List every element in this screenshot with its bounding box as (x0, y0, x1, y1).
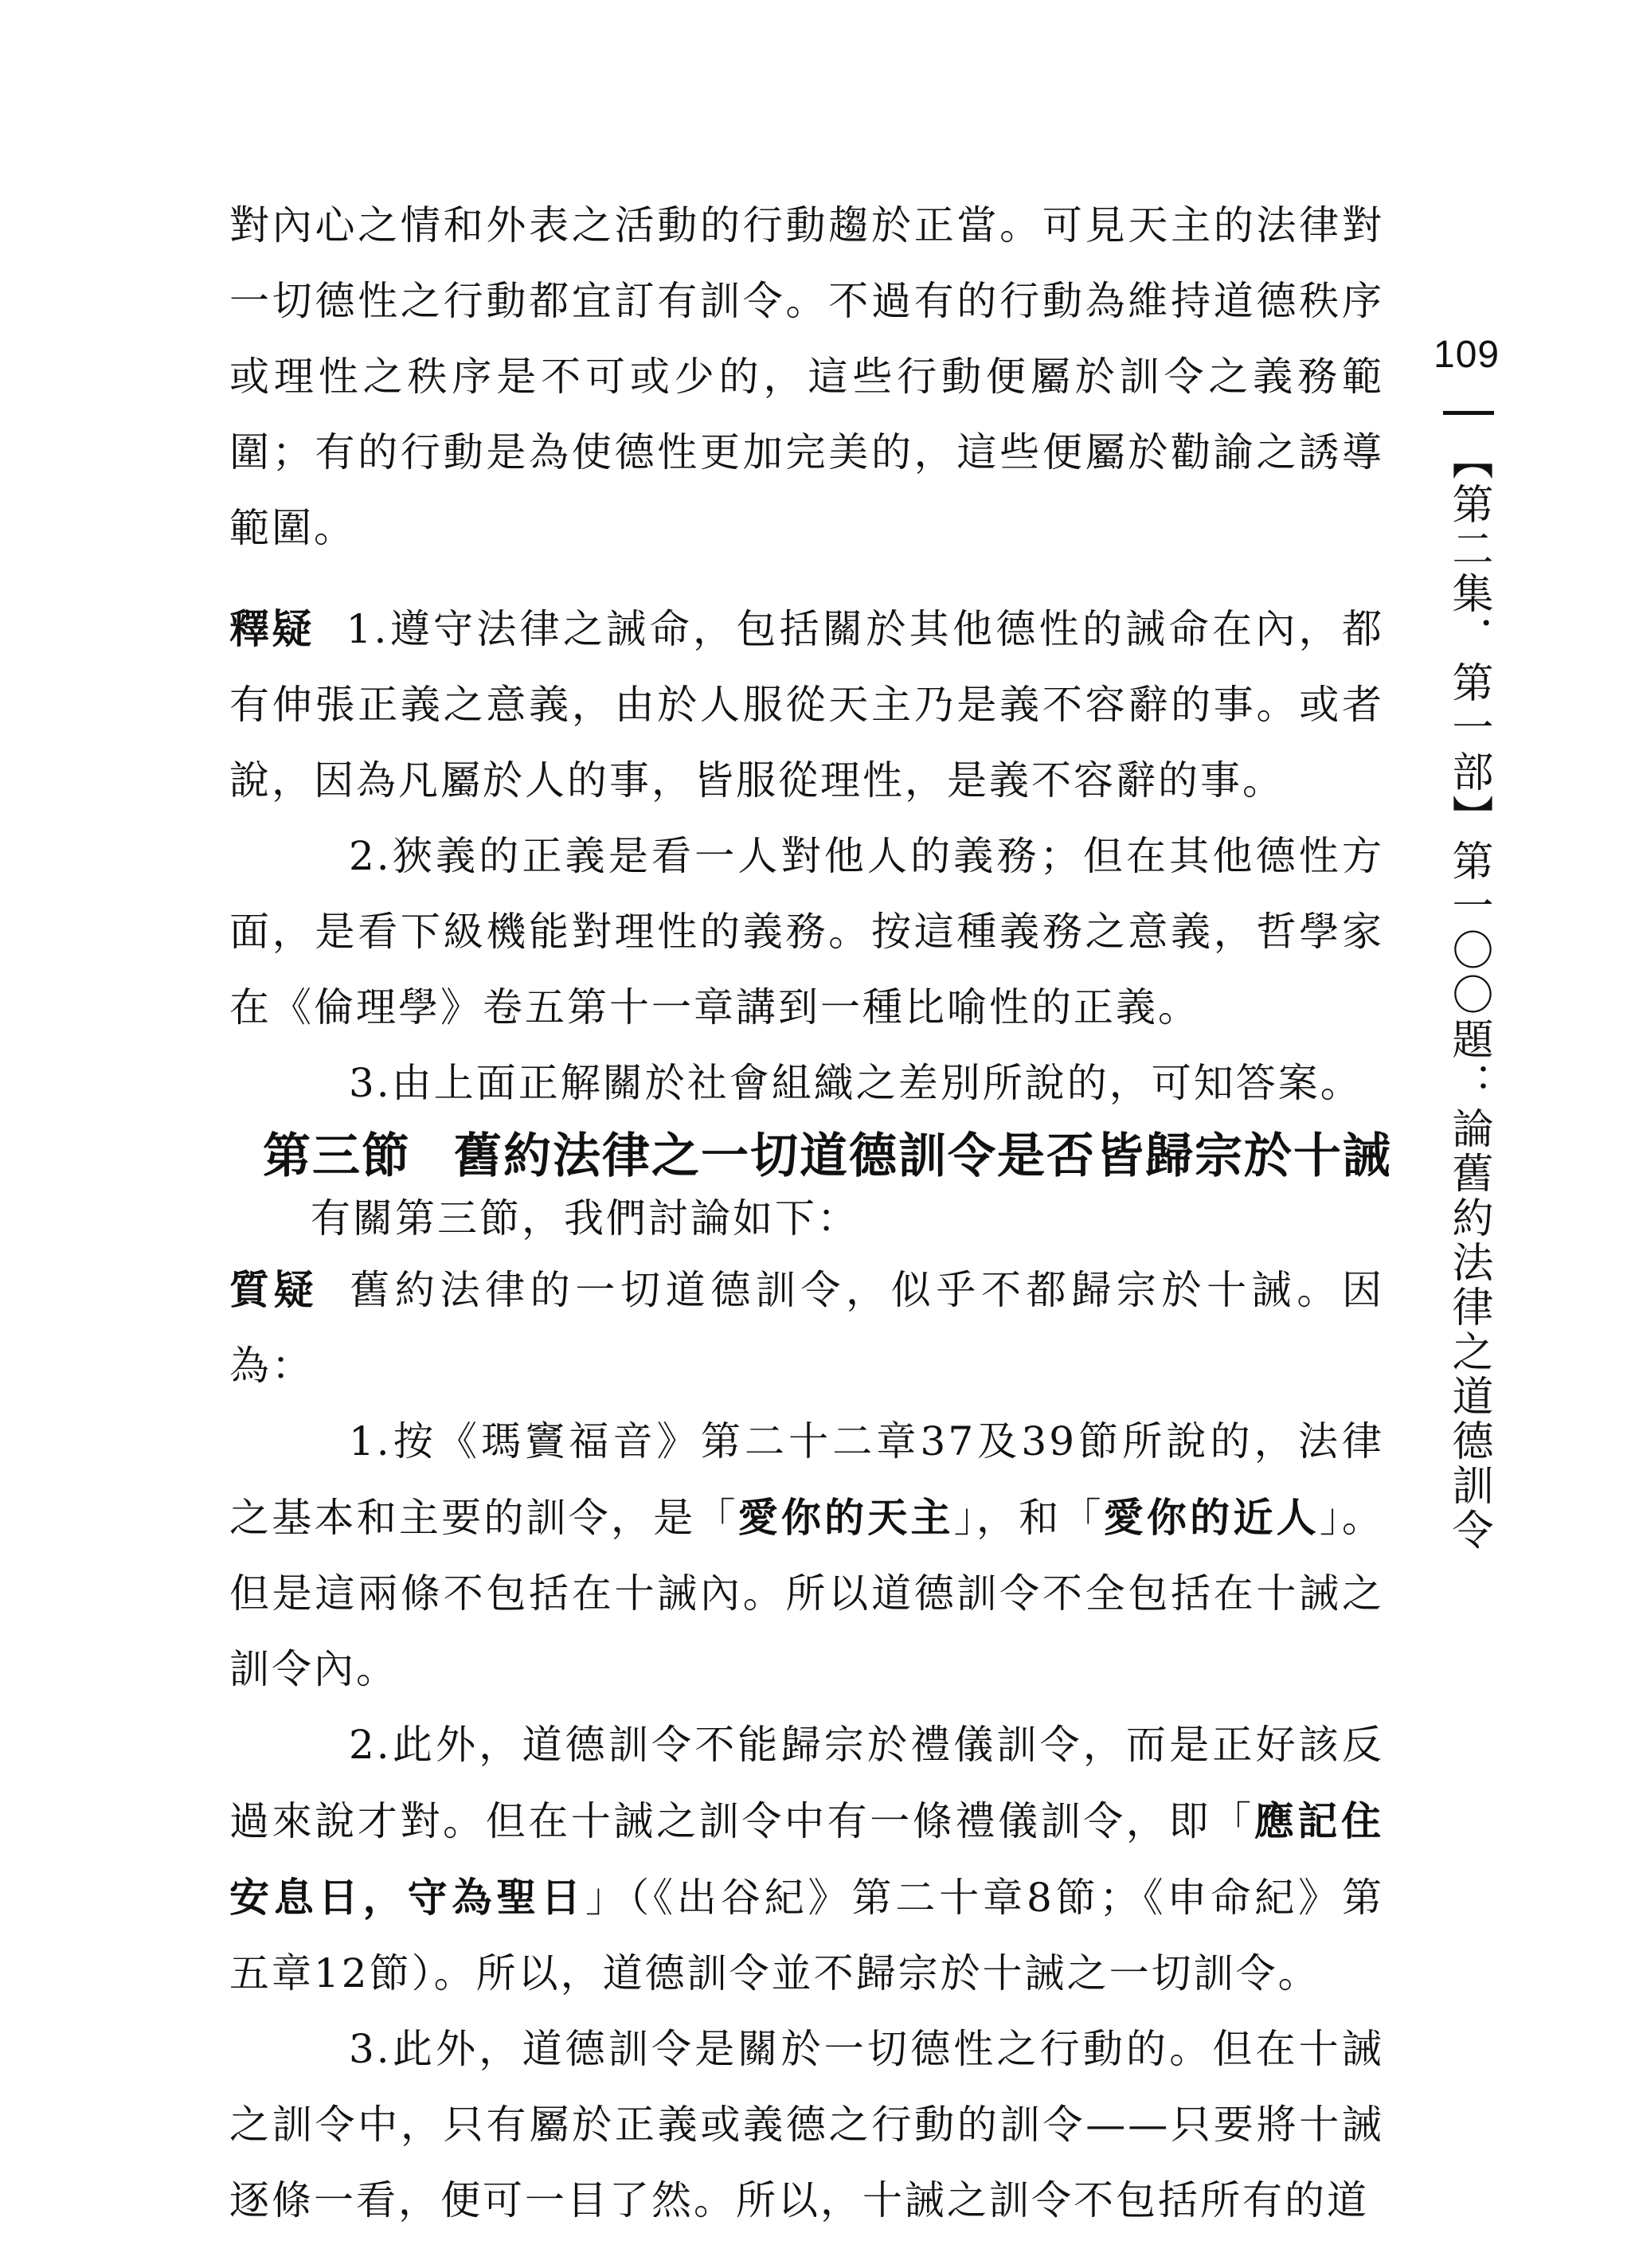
reply-2-paragraph: 2.狹義的正義是看一人對他人的義務；但在其他德性方面，是看下級機能對理性的義務。按這種義務之意義，哲學家在《倫理學》卷五第十一章講到一種比喻性的正義。 (229, 833, 1384, 1030)
objection-2-paragraph (229, 1707, 1384, 2012)
objection-lead-paragraph (229, 1252, 1384, 1404)
objection-2-text-a: 2.此外，道德訓令不能歸宗於禮儀訓令，而是正好該反過來說才對。但在十誡之訓令中有一條禮儀訓令，即「 (229, 1722, 1384, 1844)
section-title (263, 1124, 1394, 1188)
reply-label: 釋疑 (229, 605, 315, 652)
running-header: 【第二集．第一部】第一〇〇題：論舊約法律之道德訓令 (1445, 438, 1492, 1553)
reply-1-text: 1.遵守法律之誡命，包括關於其他德性的誡命在內，都有伸張正義之意義，由於人服從天主乃是義不容辭的事。或者說，因為凡屬於人的事，皆服從理性，是義不容辭的事。 (229, 606, 1384, 804)
objection-block (229, 1252, 1384, 2239)
objection-1-text-b: 」，和「 (953, 1495, 1104, 1541)
objection-lead-text: 舊約法律的一切道德訓令，似乎不都歸宗於十誡。因為： (229, 1267, 1384, 1389)
intro-block (229, 188, 1384, 566)
objection-1-quote-1: 愛你的天主 (737, 1494, 954, 1541)
section-intro: 有關第三節，我們討論如下： (311, 1195, 859, 1242)
objection-1-text-c: 」。但是這兩條不包括在十誡內。所以道德訓令不全包括在十誡之訓令內。 (229, 1495, 1385, 1692)
objection-1-paragraph (229, 1404, 1384, 1707)
objection-1-quote-2: 愛你的近人 (1103, 1494, 1320, 1541)
section-title-number: 第三節 (263, 1128, 411, 1184)
reply-block (229, 591, 1384, 1121)
reply-1-paragraph (229, 591, 1384, 819)
objection-3-paragraph: 3.此外，道德訓令是關於一切德性之行動的。但在十誡之訓令中，只有屬於正義或義德之行動的訓令——只要將十誡逐條一看，便可一目了然。所以，十誡之訓令不包括所有的道 (229, 2026, 1384, 2223)
objection-2-quote: 應記住安息日，守為聖日 (229, 1797, 1385, 1921)
intro-paragraph: 對內心之情和外表之活動的行動趨於正當。可見天主的法律對一切德性之行動都宜訂有訓令。不過有的行動為維持道德秩序或理性之秩序是不可或少的，這些行動便屬於訓令之義務範圍；有的行動是為使德性更加完美的，這些便屬於勸諭之誘導範圍。 (229, 202, 1384, 551)
section-title-text: 舊約法律之一切道德訓令是否皆歸宗於十誡 (454, 1128, 1392, 1184)
page-number: 109 (1433, 334, 1500, 376)
header-rule (1443, 411, 1494, 415)
reply-3-paragraph: 3.由上面正解關於社會組織之差別所說的，可知答案。 (349, 1060, 1363, 1106)
objection-label: 質疑 (229, 1266, 319, 1313)
objection-1-text-a: 1.按《瑪竇福音》第二十二章37及39節所說的，法律之基本和主要的訓令，是「 (229, 1418, 1384, 1541)
objection-2-text-b: 」（《出谷紀》第二十章8節；《申命紀》第五章12節）。所以，道德訓令並不歸宗於十誡之一切訓令。 (229, 1875, 1385, 1996)
